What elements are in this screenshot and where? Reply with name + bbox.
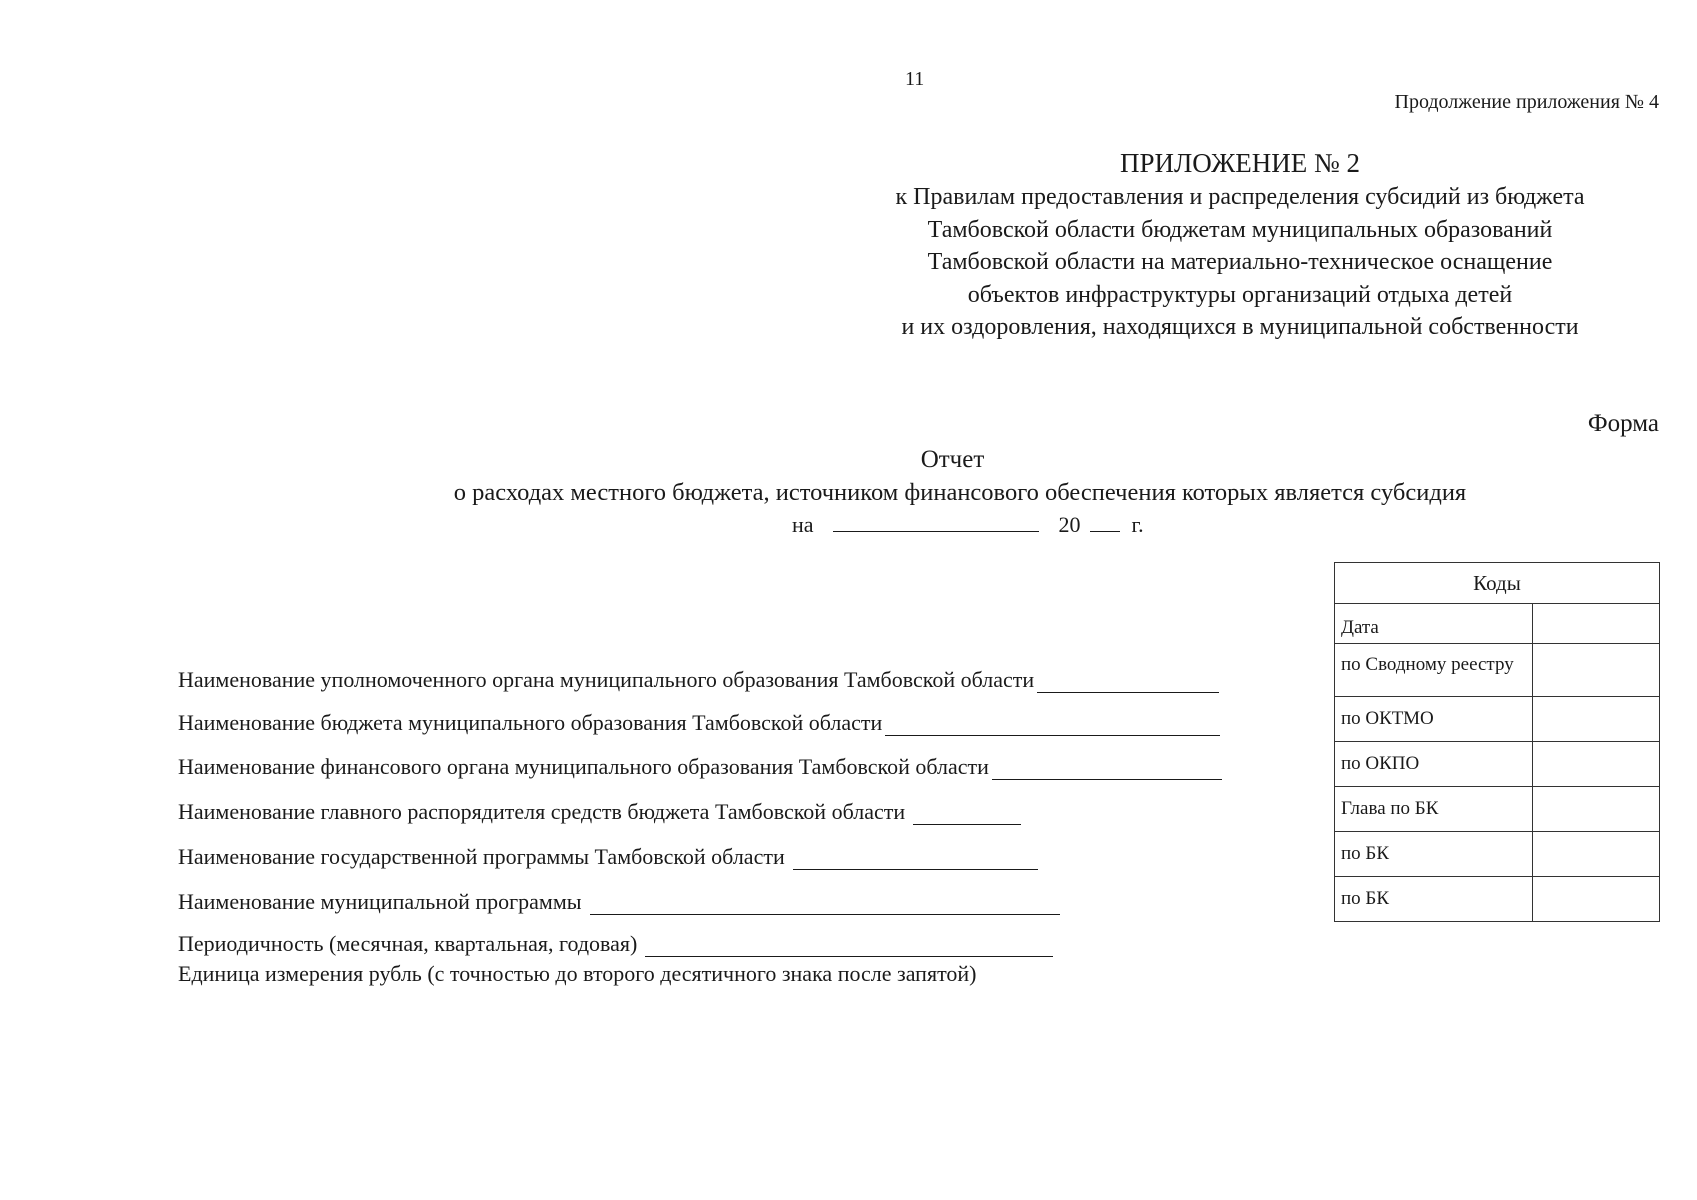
date-month-blank[interactable] (833, 511, 1039, 532)
field-label: Наименование уполномоченного органа муниципального образования Тамбовской области (178, 667, 1035, 692)
field-label: Периодичность (месячная, квартальная, годовая) (178, 931, 638, 956)
codes-row-value[interactable] (1532, 787, 1659, 832)
codes-row-value[interactable] (1532, 832, 1659, 877)
form-label: Форма (1587, 410, 1659, 437)
field-unit (178, 961, 977, 987)
codes-row-value[interactable] (1532, 604, 1659, 644)
codes-table (1334, 562, 1660, 922)
field-label: Наименование финансового органа муниципального образования Тамбовской области (178, 754, 989, 779)
date-year-blank[interactable] (1090, 511, 1120, 532)
field-chief-administrator (178, 799, 1021, 825)
field-label: Наименование муниципальной программы (178, 889, 582, 914)
field-label: Наименование бюджета муниципального образования Тамбовской области (178, 710, 883, 735)
codes-row-label: по Сводному реестру (1335, 644, 1533, 697)
field-label: Наименование главного распорядителя средств бюджета Тамбовской области (178, 799, 906, 824)
codes-row-value[interactable] (1532, 742, 1659, 787)
codes-row-label: по БК (1335, 832, 1533, 877)
appendix-line: к Правилам предоставления и распределения субсидий из бюджета (895, 184, 1585, 210)
appendix-line: объектов инфраструктуры организаций отдыха детей (967, 281, 1513, 308)
field-blank-line[interactable] (645, 938, 1053, 957)
codes-row-label: по ОКПО (1335, 742, 1533, 787)
codes-row-value[interactable] (1532, 644, 1659, 697)
report-date (792, 511, 1144, 538)
codes-row-label: Дата (1335, 604, 1533, 644)
codes-row-label: по ОКТМО (1335, 697, 1533, 742)
field-label: Наименование государственной программы Тамбовской области (178, 844, 785, 869)
field-blank-line[interactable] (885, 717, 1220, 736)
date-suffix: г. (1131, 512, 1144, 537)
field-periodicity (178, 931, 1053, 957)
field-budget (178, 710, 1220, 736)
continuation-note: Продолжение приложения № 4 (1394, 91, 1659, 113)
report-subtitle: о расходах местного бюджета, источником финансового обеспечения которых является субсидия (453, 479, 1467, 506)
page-number: 11 (905, 68, 925, 90)
date-prefix: на (792, 512, 814, 537)
field-blank-line[interactable] (913, 806, 1021, 825)
field-blank-line[interactable] (992, 761, 1222, 780)
report-title: Отчет (920, 446, 985, 473)
field-financial-body (178, 754, 1222, 780)
field-blank-line[interactable] (793, 851, 1038, 870)
field-blank-line[interactable] (1037, 674, 1219, 693)
field-blank-line[interactable] (590, 896, 1060, 915)
codes-row-label: по БК (1335, 877, 1533, 922)
codes-row-label: Глава по БК (1335, 787, 1533, 832)
appendix-line: и их оздоровления, находящихся в муниципальной собственности (901, 314, 1579, 340)
field-municipal-program (178, 889, 1060, 915)
codes-row-value[interactable] (1532, 877, 1659, 922)
appendix-title: ПРИЛОЖЕНИЕ № 2 (1119, 148, 1361, 178)
appendix-block (820, 146, 1660, 344)
appendix-line: Тамбовской области бюджетам муниципальных образований (927, 216, 1553, 243)
field-authorized-body (178, 667, 1219, 693)
field-state-program (178, 844, 1038, 870)
appendix-line: Тамбовской области на материально-техническое оснащение (927, 249, 1553, 275)
codes-header: Коды (1335, 563, 1660, 604)
field-label: Единица измерения рубль (с точностью до второго десятичного знака после запятой) (178, 961, 977, 986)
codes-row-value[interactable] (1532, 697, 1659, 742)
date-year-prefix: 20 (1058, 512, 1081, 537)
